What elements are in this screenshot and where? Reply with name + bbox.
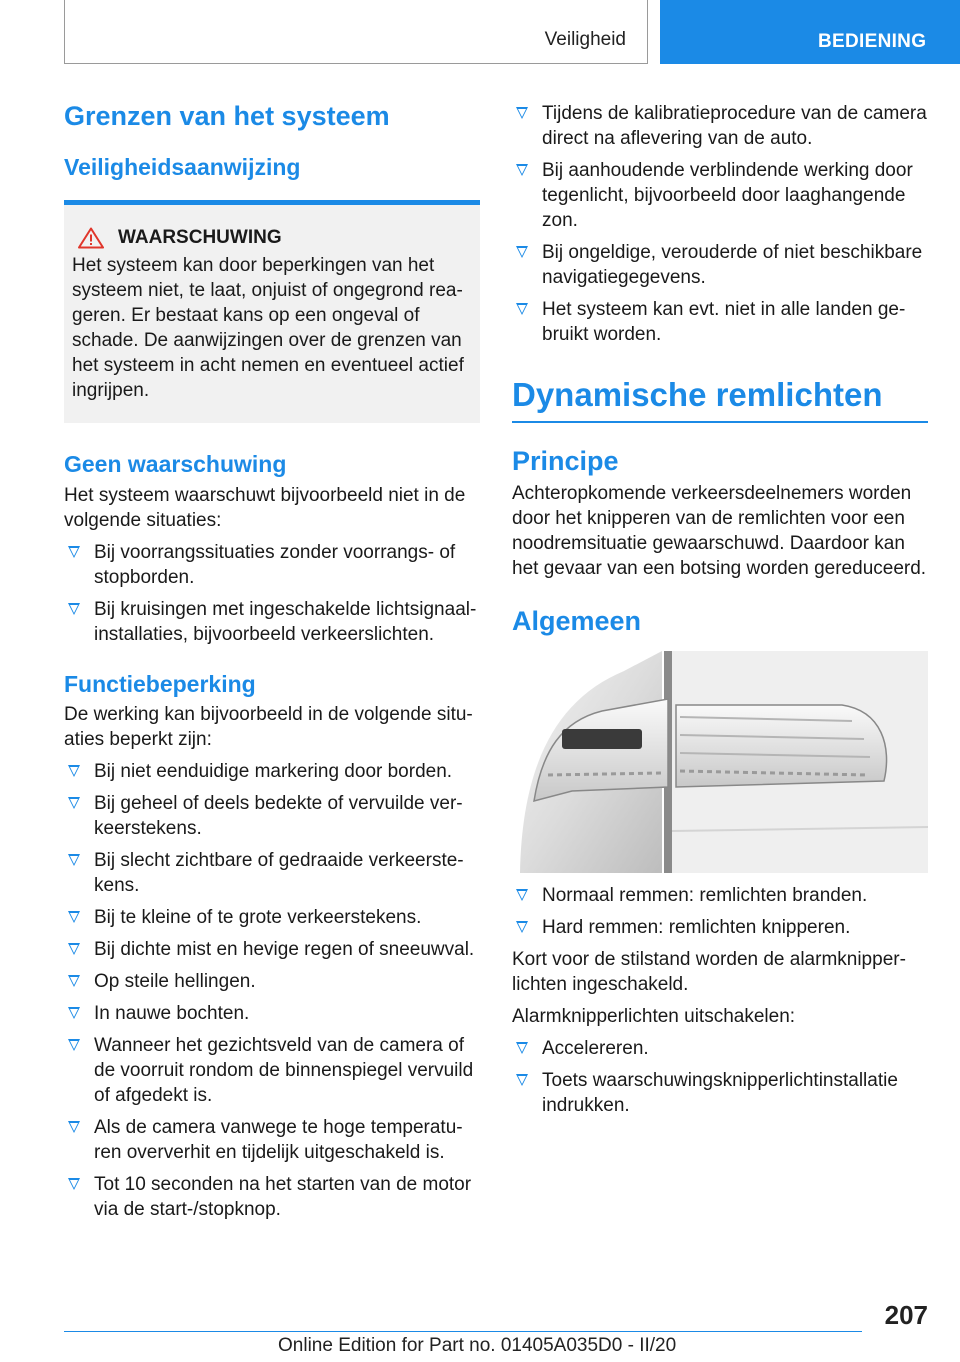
bullet-triangle-icon bbox=[68, 797, 80, 809]
bullet-triangle-icon bbox=[68, 1007, 80, 1019]
bullet-triangle-icon bbox=[516, 1074, 528, 1086]
bullet-triangle-icon bbox=[68, 603, 80, 615]
safety-heading: Veiligheidsaanwijzing bbox=[64, 154, 301, 181]
bullet-triangle-icon bbox=[516, 889, 528, 901]
right-column bbox=[512, 101, 928, 1118]
bullet-triangle-icon bbox=[68, 1121, 80, 1133]
bullet-triangle-icon bbox=[68, 943, 80, 955]
list-item: Als de camera vanwege te hoge temperatu-ren oververhit en tijdelijk uitgeschakeld is. bbox=[64, 1115, 480, 1165]
list-item: Bij kruisingen met ingeschakelde lichtsignaal-installaties, bijvoorbeeld verkeerslichten. bbox=[64, 597, 480, 647]
bullet-triangle-icon bbox=[516, 164, 528, 176]
warning-text: Het systeem kan door beperkingen van het systeem niet, te laat, onjuist of ongegrond rea-geren. Er bestaat kans op een ongeval of schade. De aanwijzingen over de grenzen van het systeem in acht nemen en eventueel actief ingrijpen. bbox=[72, 254, 464, 401]
list-item: Het systeem kan evt. niet in alle landen ge-bruikt worden. bbox=[512, 297, 928, 347]
principle-heading: Principe bbox=[512, 445, 619, 476]
list-item: Bij voorrangssituaties zonder voorrangs- of stopborden. bbox=[64, 540, 480, 590]
page-title: Grenzen van het systeem bbox=[64, 101, 390, 131]
bullet-triangle-icon bbox=[68, 911, 80, 923]
header-section-label: Veiligheid bbox=[544, 29, 626, 50]
limits-list bbox=[64, 759, 480, 1222]
section-title: Dynamische remlichten bbox=[512, 376, 883, 413]
list-item: Tijdens de kalibratieprocedure van de camera direct na aflevering van de auto. bbox=[512, 101, 928, 151]
list-item: In nauwe bochten. bbox=[64, 1001, 480, 1026]
general-heading: Algemeen bbox=[512, 605, 642, 636]
list-item: Bij geheel of deels bedekte of vervuilde ver-keerstekens. bbox=[64, 791, 480, 841]
list-item: Bij dichte mist en hevige regen of sneeuwval. bbox=[64, 937, 480, 962]
list-item: Bij slecht zichtbare of gedraaide verkeerste-kens. bbox=[64, 848, 480, 898]
bullet-triangle-icon bbox=[68, 765, 80, 777]
limits-heading: Functiebeperking bbox=[64, 670, 256, 697]
bullet-triangle-icon bbox=[516, 303, 528, 315]
no-warning-intro: Het systeem waarschuwt bijvoorbeeld niet in de volgende situaties: bbox=[64, 484, 466, 531]
warning-header bbox=[72, 227, 472, 249]
list-item: Hard remmen: remlichten knipperen. bbox=[512, 915, 928, 940]
list-item: Tot 10 seconden na het starten van de motor via de start-/stopknop. bbox=[64, 1172, 480, 1222]
bullet-triangle-icon bbox=[68, 546, 80, 558]
warning-triangle-icon bbox=[78, 227, 104, 249]
rear-light-photo bbox=[512, 651, 928, 873]
warning-title: WAARSCHUWING bbox=[118, 226, 282, 248]
list-item: Bij te kleine of te grote verkeerstekens. bbox=[64, 905, 480, 930]
list-item: Accelereren. bbox=[512, 1036, 928, 1061]
left-column bbox=[64, 100, 480, 1222]
limits-list-continued bbox=[512, 101, 928, 347]
footer-edition: Online Edition for Part no. 01405A035D0 - II/20 bbox=[278, 1335, 677, 1356]
no-warning-list bbox=[64, 540, 480, 647]
section-title-rule bbox=[512, 375, 928, 423]
limits-intro: De werking kan bijvoorbeeld in de volgende situ-aties beperkt zijn: bbox=[64, 704, 473, 751]
principle-text: Achteropkomende verkeersdeelnemers worden door het knipperen van de remlichten voor een noodremsituatie gewaarschuwd. Daardoor kan het gevaar van een botsing worden gereduceerd. bbox=[512, 482, 927, 579]
list-item: Toets waarschuwingsknipperlichtinstallatie indrukken. bbox=[512, 1068, 928, 1118]
footer-divider bbox=[64, 1331, 862, 1332]
warning-box bbox=[64, 200, 480, 423]
list-item: Bij ongeldige, verouderde of niet beschikbare navigatiegegevens. bbox=[512, 240, 928, 290]
bullet-triangle-icon bbox=[68, 1178, 80, 1190]
bullet-triangle-icon bbox=[68, 1039, 80, 1051]
list-item: Normaal remmen: remlichten branden. bbox=[512, 883, 928, 908]
no-warning-heading: Geen waarschuwing bbox=[64, 450, 287, 477]
bullet-triangle-icon bbox=[516, 107, 528, 119]
hazard-off-list bbox=[512, 1036, 928, 1118]
bullet-triangle-icon bbox=[516, 246, 528, 258]
bullet-triangle-icon bbox=[68, 854, 80, 866]
bullet-triangle-icon bbox=[516, 921, 528, 933]
list-item: Wanneer het gezichtsveld van de camera of de voorruit rondom de binnenspiegel vervuild of afgedekt is. bbox=[64, 1033, 480, 1108]
page-number: 207 bbox=[884, 1300, 928, 1330]
list-item: Op steile hellingen. bbox=[64, 969, 480, 994]
bullet-triangle-icon bbox=[516, 1042, 528, 1054]
list-item: Bij aanhoudende verblindende werking door tegenlicht, bijvoorbeeld door laaghangende zon. bbox=[512, 158, 928, 233]
bullet-triangle-icon bbox=[68, 975, 80, 987]
hazard-note: Kort voor de stilstand worden de alarmknipper-lichten ingeschakeld. bbox=[512, 949, 906, 996]
brake-modes-list bbox=[512, 883, 928, 940]
list-item: Bij niet eenduidige markering door borden. bbox=[64, 759, 480, 784]
hazard-off-intro: Alarmknipperlichten uitschakelen: bbox=[512, 1006, 796, 1028]
header-chapter-tab[interactable]: BEDIENING bbox=[660, 0, 960, 64]
